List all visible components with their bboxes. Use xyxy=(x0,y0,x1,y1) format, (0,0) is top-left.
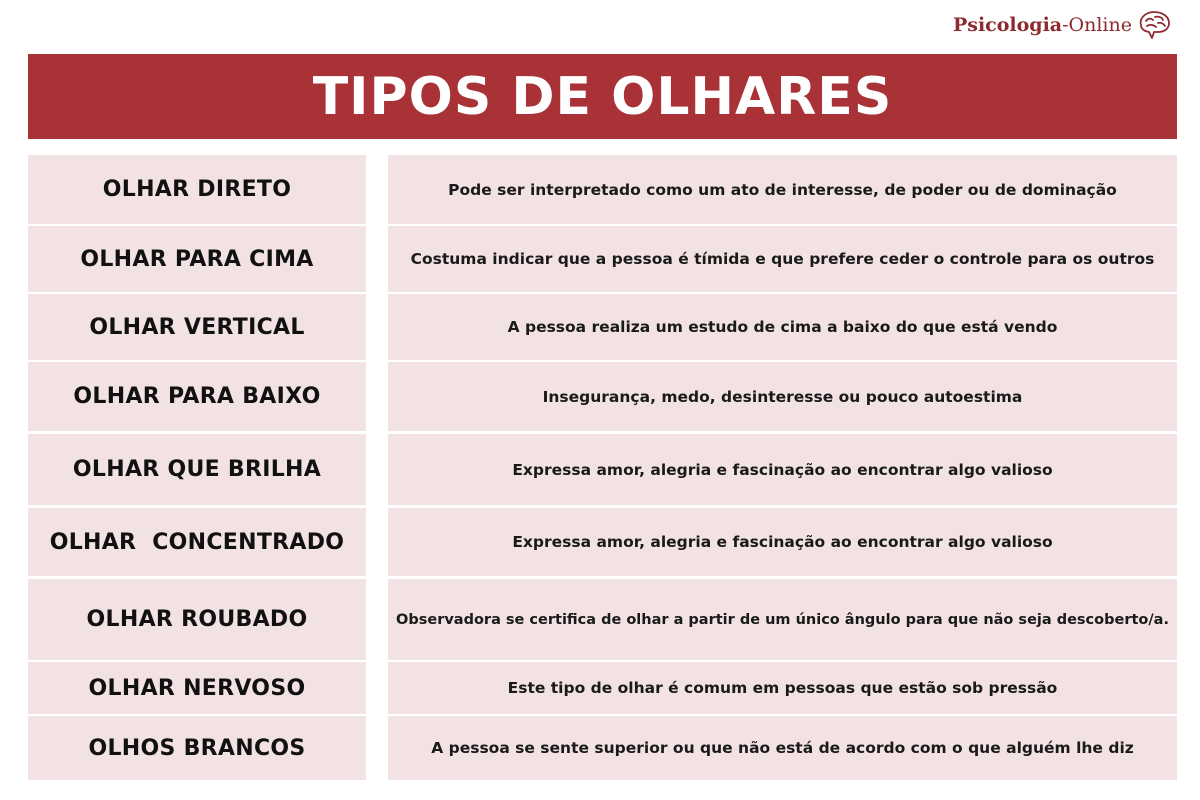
table-row xyxy=(28,226,1177,292)
gaze-description-text: Expressa amor, alegria e fascinação ao encontrar algo valioso xyxy=(512,533,1053,551)
table-row xyxy=(28,716,1177,780)
table-row xyxy=(28,294,1177,360)
table-row xyxy=(28,434,1177,505)
table-row xyxy=(28,362,1177,431)
gaze-type-cell: OLHAR DIRETO xyxy=(28,155,366,224)
table-row xyxy=(28,508,1177,576)
title-banner xyxy=(28,54,1177,139)
gaze-description-text: Pode ser interpretado como um ato de interesse, de poder ou de dominação xyxy=(448,180,1117,199)
gaze-description-text: Costuma indicar que a pessoa é tímida e que prefere ceder o controle para os outros xyxy=(410,250,1155,268)
gaze-description-cell xyxy=(388,362,1177,431)
table-row xyxy=(28,662,1177,714)
gaze-type-cell: OLHAR CONCENTRADO xyxy=(28,508,366,576)
gaze-type-cell: OLHAR QUE BRILHA xyxy=(28,434,366,505)
gaze-type-cell: OLHOS BRANCOS xyxy=(28,716,366,780)
gaze-description-cell xyxy=(388,226,1177,292)
gaze-description-cell xyxy=(388,294,1177,360)
gaze-type-cell: OLHAR VERTICAL xyxy=(28,294,366,360)
page-title: TIPOS DE OLHARES xyxy=(312,66,893,127)
gaze-type-cell: OLHAR PARA BAIXO xyxy=(28,362,366,431)
brand-name-strong: Psicologia xyxy=(952,14,1063,36)
gaze-description-cell xyxy=(388,155,1177,224)
gaze-type-cell: OLHAR PARA CIMA xyxy=(28,226,366,292)
gaze-description-text: A pessoa se sente superior ou que não está de acordo com o que alguém lhe diz xyxy=(431,739,1134,757)
gaze-types-table xyxy=(28,155,1177,780)
gaze-description-cell xyxy=(388,508,1177,576)
gaze-description-cell xyxy=(388,662,1177,714)
brain-icon xyxy=(1136,9,1172,41)
gaze-description-text: Observadora se certifica de olhar a partir de um único ângulo para que não seja descoberto/a. xyxy=(396,611,1169,628)
gaze-description-text: Insegurança, medo, desinteresse ou pouco autoestima xyxy=(542,387,1023,406)
gaze-description-text: Este tipo de olhar é comum em pessoas que estão sob pressão xyxy=(507,679,1058,697)
gaze-type-cell: OLHAR NERVOSO xyxy=(28,662,366,714)
gaze-description-text: A pessoa realiza um estudo de cima a baixo do que está vendo xyxy=(507,318,1058,336)
table-row xyxy=(28,155,1177,224)
gaze-description-text: Expressa amor, alegria e fascinação ao encontrar algo valioso xyxy=(512,460,1053,479)
brand-logo xyxy=(953,8,1172,42)
gaze-description-cell xyxy=(388,716,1177,780)
brand-name-light: -Online xyxy=(1062,14,1132,36)
gaze-type-cell: OLHAR ROUBADO xyxy=(28,579,366,660)
gaze-description-cell xyxy=(388,579,1177,660)
gaze-description-cell xyxy=(388,434,1177,505)
table-row xyxy=(28,579,1177,660)
